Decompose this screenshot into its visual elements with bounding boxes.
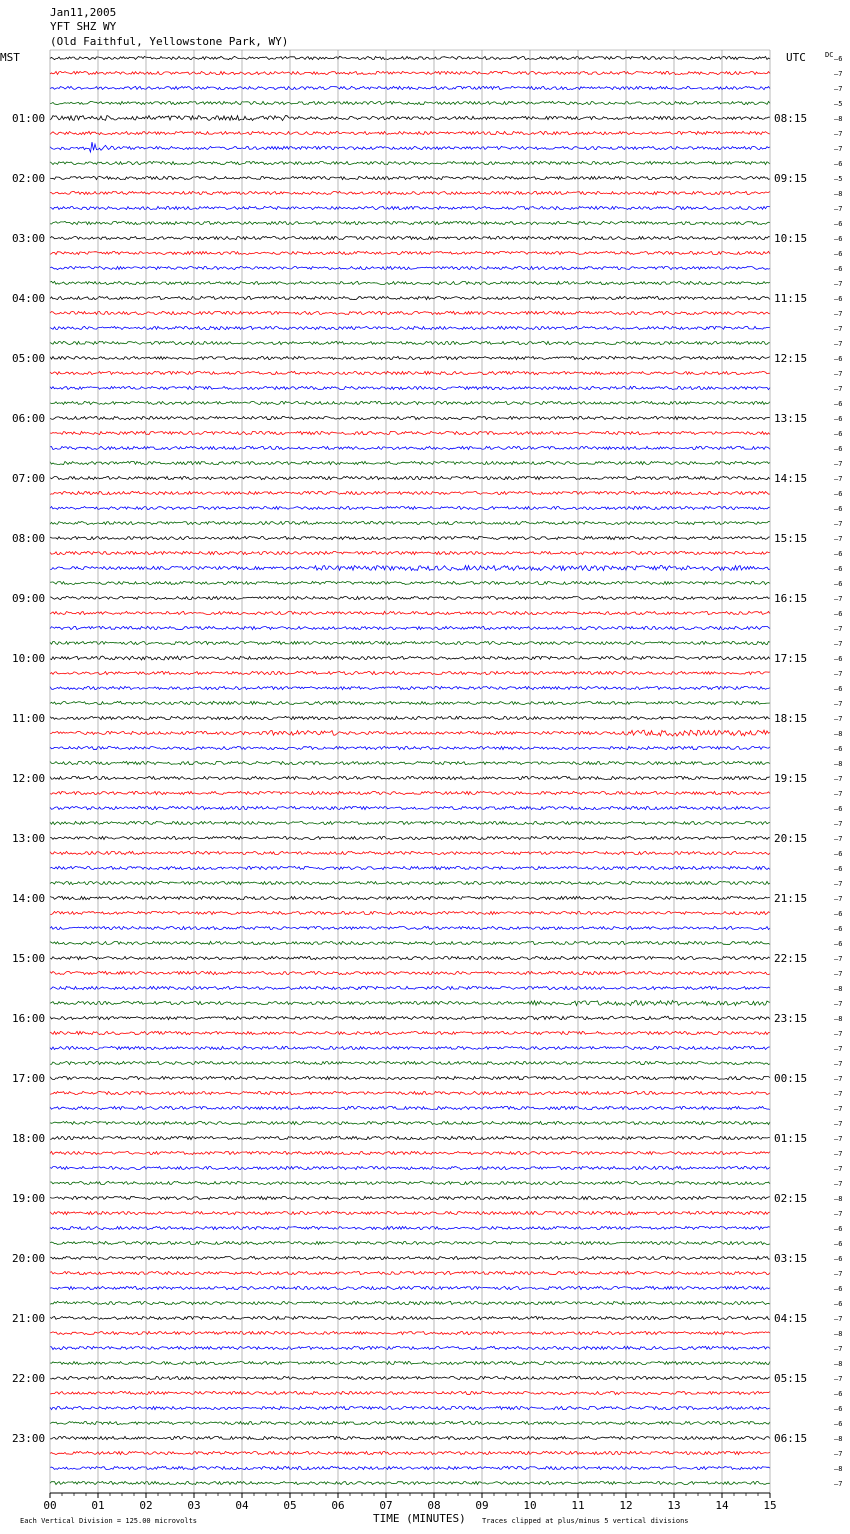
seismic-trace <box>50 1061 770 1064</box>
utc-hour-label: 17:15 <box>774 652 808 665</box>
seismic-trace <box>50 1331 770 1334</box>
utc-hour-label: 09:15 <box>774 172 808 185</box>
seismic-trace <box>50 851 770 854</box>
dc-offset-label: –6 <box>834 925 843 933</box>
mst-hour-label: 07:00 <box>12 472 46 485</box>
dc-offset-label: –7 <box>834 1090 843 1098</box>
dc-offset-label: –6 <box>834 265 843 273</box>
seismic-trace <box>50 86 770 89</box>
x-tick-label: 00 <box>43 1499 57 1512</box>
dc-offset-label: –7 <box>834 130 843 138</box>
seismic-trace <box>50 1211 770 1214</box>
seismic-trace <box>50 191 770 194</box>
x-tick-label: 04 <box>235 1499 249 1512</box>
dc-offset-label: –7 <box>834 1060 843 1068</box>
seismic-trace <box>50 1391 770 1394</box>
mst-hour-label: 16:00 <box>12 1012 46 1025</box>
dc-offset-label: –7 <box>834 340 843 348</box>
dc-offset-label: –5 <box>834 175 843 183</box>
seismic-trace <box>50 1151 770 1154</box>
dc-offset-label: –7 <box>834 1045 843 1053</box>
seismic-trace <box>50 476 770 479</box>
dc-offset-label: –6 <box>834 685 843 693</box>
header-date: Jan11,2005 <box>50 6 117 19</box>
x-tick-label: 03 <box>187 1499 201 1512</box>
dc-offset-label: –7 <box>834 205 843 213</box>
seismic-trace <box>50 941 770 944</box>
dc-offset-label: –8 <box>834 1015 843 1023</box>
seismic-trace <box>50 142 770 152</box>
dc-offset-label: –7 <box>834 475 843 483</box>
dc-offset-label: –7 <box>834 880 843 888</box>
clip-note: Traces clipped at plus/minus 5 vertical divisions <box>482 1517 689 1525</box>
x-tick-label: 13 <box>667 1499 681 1512</box>
dc-offset-label: –6 <box>834 1255 843 1263</box>
dc-offset-label: –6 <box>834 1300 843 1308</box>
dc-offset-label: –7 <box>834 820 843 828</box>
seismic-trace <box>50 536 770 539</box>
dc-offset-label: –7 <box>834 310 843 318</box>
mst-hour-label: 17:00 <box>12 1072 46 1085</box>
dc-offset-label: –8 <box>834 1360 843 1368</box>
dc-offset-label: –7 <box>834 325 843 333</box>
utc-hour-label: 21:15 <box>774 892 808 905</box>
dc-offset-label: –7 <box>834 1135 843 1143</box>
mst-hour-label: 19:00 <box>12 1192 46 1205</box>
seismic-trace <box>50 866 770 869</box>
dc-offset-label: –7 <box>834 775 843 783</box>
dc-offset-label: –7 <box>834 1105 843 1113</box>
mst-hour-label: 21:00 <box>12 1312 46 1325</box>
dc-offset-label: –8 <box>834 1330 843 1338</box>
seismic-trace <box>50 1001 770 1006</box>
seismic-trace <box>50 1451 770 1454</box>
seismic-trace <box>50 656 770 660</box>
seismic-trace <box>50 296 770 299</box>
seismic-trace <box>50 1436 770 1439</box>
dc-offset-label: –7 <box>834 895 843 903</box>
mst-hour-label: 05:00 <box>12 352 46 365</box>
seismic-trace <box>50 581 770 584</box>
x-tick-label: 12 <box>619 1499 633 1512</box>
dc-offset-label: –7 <box>834 1120 843 1128</box>
dc-offset-label: –7 <box>834 370 843 378</box>
seismic-trace <box>50 461 770 464</box>
seismic-trace <box>50 1121 770 1124</box>
seismic-trace <box>50 401 770 404</box>
dc-offset-label: –6 <box>834 400 843 408</box>
dc-offset-label: –7 <box>834 145 843 153</box>
seismic-trace <box>50 596 770 599</box>
seismic-trace <box>50 1406 770 1409</box>
utc-hour-label: 03:15 <box>774 1252 808 1265</box>
utc-hour-label: 02:15 <box>774 1192 808 1205</box>
dc-offset-label: –7 <box>834 70 843 78</box>
dc-offset-label: –8 <box>834 115 843 123</box>
dc-offset-label: –7 <box>834 535 843 543</box>
seismic-trace <box>50 1016 770 1020</box>
seismic-trace <box>50 566 770 571</box>
dc-offset-label: –6 <box>834 355 843 363</box>
seismic-trace <box>50 626 770 629</box>
dc-offset-label: –7 <box>834 670 843 678</box>
dc-offset-label: –7 <box>834 1345 843 1353</box>
left-timezone-label: MST <box>0 51 20 64</box>
dc-offset-label: –6 <box>834 745 843 753</box>
dc-offset-label: –8 <box>834 1435 843 1443</box>
utc-hour-label: 18:15 <box>774 712 808 725</box>
right-timezone-label: UTC <box>786 51 806 64</box>
x-tick-label: 14 <box>715 1499 729 1512</box>
seismic-trace <box>50 326 770 329</box>
dc-offset-label: –8 <box>834 985 843 993</box>
header-location: (Old Faithful, Yellowstone Park, WY) <box>50 35 289 48</box>
seismic-trace <box>50 716 770 719</box>
seismic-trace <box>50 911 770 914</box>
seismic-trace <box>50 926 770 929</box>
seismic-trace <box>50 341 770 344</box>
seismic-trace <box>50 1091 770 1094</box>
seismic-trace <box>50 1076 770 1079</box>
dc-offset-label: –6 <box>834 295 843 303</box>
dc-offset-label: –7 <box>834 835 843 843</box>
mst-hour-label: 22:00 <box>12 1372 46 1385</box>
dc-offset-label: –6 <box>834 505 843 513</box>
dc-offset-label: –7 <box>834 715 843 723</box>
mst-hour-label: 14:00 <box>12 892 46 905</box>
seismic-trace <box>50 1226 770 1229</box>
dc-offset-label: –6 <box>834 940 843 948</box>
seismic-trace <box>50 266 770 269</box>
seismic-trace <box>50 221 770 224</box>
seismic-trace <box>50 806 770 809</box>
dc-offset-label: –6 <box>834 1420 843 1428</box>
mst-hour-label: 11:00 <box>12 712 46 725</box>
seismic-trace <box>50 116 770 121</box>
x-tick-label: 05 <box>283 1499 297 1512</box>
seismic-trace <box>50 356 770 359</box>
mst-hour-label: 23:00 <box>12 1432 46 1445</box>
seismic-trace <box>50 176 770 179</box>
dc-offset-label: –7 <box>834 280 843 288</box>
utc-hour-label: 08:15 <box>774 112 808 125</box>
utc-hour-label: 01:15 <box>774 1132 808 1145</box>
seismic-trace <box>50 1316 770 1319</box>
mst-hour-label: 10:00 <box>12 652 46 665</box>
mst-hour-label: 12:00 <box>12 772 46 785</box>
seismic-trace <box>50 1031 770 1034</box>
mst-hour-label: 02:00 <box>12 172 46 185</box>
dc-offset-label: –7 <box>834 955 843 963</box>
dc-offset-label: –6 <box>834 430 843 438</box>
seismic-trace <box>50 311 770 314</box>
utc-hour-label: 19:15 <box>774 772 808 785</box>
x-tick-label: 07 <box>379 1499 393 1512</box>
seismic-trace <box>50 986 770 989</box>
seismic-trace <box>50 131 770 134</box>
dc-offset-label: –6 <box>834 910 843 918</box>
utc-hour-label: 11:15 <box>774 292 808 305</box>
seismic-trace <box>50 686 770 689</box>
dc-offset-label: –7 <box>834 595 843 603</box>
dc-offset-label: –7 <box>834 640 843 648</box>
dc-offset-label: –6 <box>834 865 843 873</box>
dc-offset-label: –7 <box>834 1315 843 1323</box>
dc-offset-label: –6 <box>834 565 843 573</box>
seismic-trace <box>50 791 770 794</box>
dc-offset-label: –7 <box>834 790 843 798</box>
seismic-trace <box>50 161 770 164</box>
dc-offset-label: –7 <box>834 1030 843 1038</box>
dc-offset-label: –5 <box>834 100 843 108</box>
scale-note: Each Vertical Division = 125.00 microvolts <box>20 1517 198 1525</box>
mst-hour-label: 18:00 <box>12 1132 46 1145</box>
dc-offset-label: –7 <box>834 700 843 708</box>
dc-offset-label: –6 <box>834 1225 843 1233</box>
dc-offset-label: –6 <box>834 1240 843 1248</box>
mst-hour-label: 01:00 <box>12 112 46 125</box>
x-tick-label: 02 <box>139 1499 153 1512</box>
seismic-trace <box>50 1196 770 1199</box>
mst-hour-label: 13:00 <box>12 832 46 845</box>
seismic-trace <box>50 1301 770 1304</box>
utc-hour-label: 00:15 <box>774 1072 808 1085</box>
x-tick-label: 09 <box>475 1499 489 1512</box>
utc-hour-label: 16:15 <box>774 592 808 605</box>
header-station: YFT SHZ WY <box>50 20 117 33</box>
x-tick-label: 11 <box>571 1499 585 1512</box>
seismic-trace <box>50 956 770 959</box>
seismic-trace <box>50 446 770 449</box>
utc-hour-label: 20:15 <box>774 832 808 845</box>
utc-hour-label: 05:15 <box>774 1372 808 1385</box>
dc-offset-label: –6 <box>834 490 843 498</box>
utc-hour-labels <box>774 112 807 1445</box>
dc-offset-label: –8 <box>834 730 843 738</box>
mst-hour-label: 08:00 <box>12 532 46 545</box>
dc-offset-label: –7 <box>834 1270 843 1278</box>
seismic-trace <box>50 701 770 704</box>
dc-offset-label: –6 <box>834 235 843 243</box>
seismic-trace <box>50 371 770 374</box>
seismic-trace <box>50 776 770 779</box>
dc-label: DC <box>825 51 834 59</box>
dc-offset-label: –8 <box>834 760 843 768</box>
seismic-trace <box>50 236 770 239</box>
seismic-trace <box>50 56 770 59</box>
dc-offset-label: –6 <box>834 1390 843 1398</box>
dc-offset-labels <box>834 55 842 1488</box>
mst-hour-labels <box>12 112 45 1445</box>
seismic-trace <box>50 1376 770 1379</box>
seismic-trace <box>50 1256 770 1259</box>
seismic-trace <box>50 1136 770 1139</box>
utc-hour-label: 12:15 <box>774 352 808 365</box>
x-tick-label: 01 <box>91 1499 105 1512</box>
seismic-trace <box>50 206 770 209</box>
mst-hour-label: 04:00 <box>12 292 46 305</box>
seismic-trace <box>50 836 770 839</box>
seismic-trace <box>50 71 770 74</box>
trace-group <box>50 56 770 1484</box>
seismic-trace <box>50 1421 770 1424</box>
mst-hour-label: 03:00 <box>12 232 46 245</box>
seismic-trace <box>50 1466 770 1469</box>
utc-hour-label: 04:15 <box>774 1312 808 1325</box>
seismic-trace <box>50 641 770 644</box>
seismic-trace <box>50 881 770 884</box>
dc-offset-label: –7 <box>834 1180 843 1188</box>
mst-hour-label: 06:00 <box>12 412 46 425</box>
mst-hour-label: 20:00 <box>12 1252 46 1265</box>
dc-offset-label: –6 <box>834 580 843 588</box>
dc-offset-label: –7 <box>834 85 843 93</box>
seismic-trace <box>50 281 770 284</box>
dc-offset-label: –6 <box>834 610 843 618</box>
seismic-trace <box>50 761 770 764</box>
dc-offset-label: –6 <box>834 850 843 858</box>
seismic-trace <box>50 416 770 419</box>
utc-hour-label: 10:15 <box>774 232 808 245</box>
seismic-trace <box>50 1271 770 1274</box>
utc-hour-label: 15:15 <box>774 532 808 545</box>
dc-offset-label: –7 <box>834 1150 843 1158</box>
seismic-trace <box>50 896 770 899</box>
mst-hour-label: 09:00 <box>12 592 46 605</box>
seismic-trace <box>50 506 770 509</box>
dc-offset-label: –7 <box>834 970 843 978</box>
dc-offset-label: –7 <box>834 385 843 393</box>
dc-offset-label: –6 <box>834 160 843 168</box>
seismic-trace <box>50 746 770 749</box>
seismic-trace <box>50 611 770 614</box>
x-tick-label: 08 <box>427 1499 441 1512</box>
seismic-trace <box>50 1181 770 1184</box>
seismic-trace <box>50 1166 770 1169</box>
seismic-trace <box>50 1106 770 1109</box>
seismic-trace <box>50 386 770 389</box>
dc-offset-label: –7 <box>834 460 843 468</box>
dc-offset-label: –8 <box>834 1195 843 1203</box>
dc-offset-label: –8 <box>834 1465 843 1473</box>
seismic-trace <box>50 1241 770 1244</box>
seismic-trace <box>50 730 770 736</box>
dc-offset-label: –6 <box>834 805 843 813</box>
seismic-trace <box>50 101 770 104</box>
seismic-trace <box>50 1481 770 1484</box>
seismic-trace <box>50 1046 770 1049</box>
dc-offset-label: –8 <box>834 190 843 198</box>
dc-offset-label: –7 <box>834 1075 843 1083</box>
seismic-trace <box>50 1346 770 1349</box>
seismic-trace <box>50 1286 770 1289</box>
x-tick-label: 15 <box>763 1499 777 1512</box>
seismic-trace <box>50 971 770 974</box>
seismic-trace <box>50 1361 770 1364</box>
dc-offset-label: –6 <box>834 220 843 228</box>
dc-offset-label: –7 <box>834 1000 843 1008</box>
dc-offset-label: –7 <box>834 1210 843 1218</box>
dc-offset-label: –6 <box>834 550 843 558</box>
utc-hour-label: 13:15 <box>774 412 808 425</box>
seismic-trace <box>50 551 770 554</box>
utc-hour-label: 14:15 <box>774 472 808 485</box>
mst-hour-label: 15:00 <box>12 952 46 965</box>
utc-hour-label: 23:15 <box>774 1012 808 1025</box>
dc-offset-label: –7 <box>834 1450 843 1458</box>
dc-offset-label: –6 <box>834 415 843 423</box>
x-axis <box>43 1493 776 1512</box>
utc-hour-label: 22:15 <box>774 952 808 965</box>
seismic-trace <box>50 491 770 494</box>
utc-hour-label: 06:15 <box>774 1432 808 1445</box>
dc-offset-label: –7 <box>834 520 843 528</box>
seismic-trace <box>50 521 770 524</box>
dc-offset-label: –7 <box>834 1375 843 1383</box>
dc-offset-label: –6 <box>834 655 843 663</box>
dc-offset-label: –7 <box>834 625 843 633</box>
seismic-trace <box>50 431 770 434</box>
dc-offset-label: –7 <box>834 1165 843 1173</box>
dc-offset-label: –6 <box>834 1285 843 1293</box>
seismic-trace <box>50 821 770 824</box>
dc-offset-label: –6 <box>834 55 843 63</box>
x-tick-label: 06 <box>331 1499 345 1512</box>
dc-offset-label: –7 <box>834 1480 843 1488</box>
seismic-trace <box>50 671 770 674</box>
x-axis-label: TIME (MINUTES) <box>373 1512 466 1525</box>
dc-offset-label: –6 <box>834 1405 843 1413</box>
dc-offset-label: –6 <box>834 250 843 258</box>
seismic-trace <box>50 251 770 254</box>
dc-offset-label: –6 <box>834 445 843 453</box>
x-tick-label: 10 <box>523 1499 537 1512</box>
